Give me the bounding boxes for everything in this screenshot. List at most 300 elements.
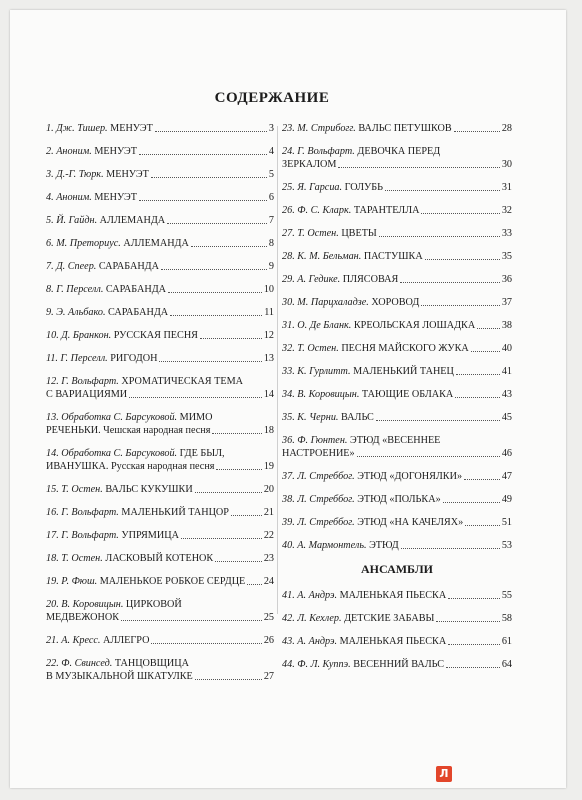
toc-entry-author: 22. Ф. Свинсед. [46, 658, 113, 669]
toc-entry-line [282, 365, 512, 378]
toc-entry-title: ЭТЮД [369, 540, 399, 551]
toc-entry-author: 44. Ф. Л. Куппэ. [282, 659, 351, 670]
toc-entry-line [46, 611, 274, 624]
dot-leader [400, 282, 500, 283]
toc-entry-line [46, 214, 274, 227]
dot-leader [456, 374, 500, 375]
toc-entry-text [282, 319, 475, 332]
toc-entry-author: 9. Э. Альбако. [46, 307, 106, 318]
toc-entry[interactable] [46, 237, 274, 250]
toc-entry[interactable] [282, 296, 512, 309]
toc-entry-line [282, 589, 512, 602]
toc-entry[interactable] [282, 539, 512, 552]
toc-entry-title: САРАБАНДА [98, 261, 159, 272]
dot-leader [477, 328, 500, 329]
toc-entry-author: 18. Т. Остен. [46, 553, 103, 564]
dot-leader [464, 479, 500, 480]
toc-entry-text [282, 589, 446, 602]
toc-entry-author: 10. Д. Бранкон. [46, 330, 112, 341]
toc-entry-line [46, 575, 274, 588]
toc-entry-line [282, 539, 512, 552]
toc-entry-title: ТАНЦОВЩИЦА [114, 658, 189, 669]
toc-entry-text [46, 214, 165, 227]
toc-entry-text [46, 260, 159, 273]
toc-entry-line [46, 168, 274, 181]
toc-entry-line [46, 352, 274, 365]
toc-entry-text [282, 145, 440, 158]
toc-entry[interactable] [46, 352, 274, 365]
toc-entry-text [46, 506, 229, 519]
toc-entry-text [282, 658, 444, 671]
toc-entry-title: НАСТРОЕНИЕ» [282, 448, 355, 459]
toc-entry-title: ГОЛУБЬ [344, 182, 383, 193]
toc-entry-page-number: 4 [268, 146, 274, 157]
toc-entry-text [282, 122, 452, 135]
toc-entry[interactable] [282, 635, 512, 648]
toc-entry-author: 43. А. Андрэ. [282, 636, 338, 647]
dot-leader [448, 598, 500, 599]
toc-entry-line [282, 158, 512, 171]
dot-leader [167, 223, 267, 224]
toc-entry-line [282, 122, 512, 135]
toc-entry-text [46, 670, 193, 683]
toc-entry-text [46, 460, 214, 473]
page-title: СОДЕРЖАНИЕ [214, 90, 330, 106]
toc-entry-page-number: 7 [268, 215, 274, 226]
toc-entry[interactable] [282, 145, 512, 171]
toc-entry[interactable] [46, 506, 274, 519]
toc-entry[interactable] [46, 657, 274, 683]
toc-entry-title: АЛЛЕМАНДА [99, 215, 166, 226]
toc-entry-title: ВАЛЬС ПЕТУШКОВ [358, 123, 452, 134]
toc-entry-title: МАЛЕНЬКОЕ РОБКОЕ СЕРДЦЕ [99, 576, 246, 587]
dot-leader [121, 620, 262, 621]
toc-entry-text [46, 447, 225, 460]
toc-entry-author: 31. О. Де Бланк. [282, 320, 352, 331]
toc-entry-line [282, 612, 512, 625]
toc-entry-author: 37. Л. Стреббог. [282, 471, 355, 482]
toc-entry-line [282, 516, 512, 529]
toc-entry-text [46, 657, 189, 670]
dot-leader [195, 679, 262, 680]
toc-entry-text [46, 122, 153, 135]
toc-entry[interactable] [46, 529, 274, 542]
toc-entry-title: ВАЛЬС КУКУШКИ [105, 484, 193, 495]
toc-entry-title: С ВАРИАЦИЯМИ [46, 389, 128, 400]
toc-entry-title: МЕНУЭТ [94, 146, 137, 157]
toc-entry[interactable] [46, 411, 274, 437]
toc-entry-author: 5. Й. Гайдн. [46, 215, 98, 226]
dot-leader [357, 456, 500, 457]
toc-entry[interactable] [46, 447, 274, 473]
toc-entry-page-number: 37 [501, 297, 512, 308]
toc-entry-author: 35. К. Черни. [282, 412, 339, 423]
toc-entry-title: ПЕСНЯ МАЙСКОГО ЖУКА [341, 343, 469, 354]
toc-entry-page-number: 46 [501, 448, 512, 459]
toc-entry-page-number: 32 [501, 205, 512, 216]
toc-entry[interactable] [46, 306, 274, 319]
toc-entry-author: 4. Аноним. [46, 192, 92, 203]
toc-entry-page-number: 47 [501, 471, 512, 482]
toc-entry-text [46, 611, 119, 624]
toc-entry-line [282, 181, 512, 194]
dot-leader [159, 361, 261, 362]
toc-entry-author: 3. Д.-Г. Тюрк. [46, 169, 104, 180]
toc-entry[interactable] [46, 145, 274, 158]
toc-entry-author: 41. А. Андрэ. [282, 590, 338, 601]
toc-entry[interactable] [282, 612, 512, 625]
toc-entry-title: МАЛЕНЬКИЙ ТАНЕЦ [353, 366, 454, 377]
toc-entry-author: 16. Г. Вольфарт. [46, 507, 119, 518]
toc-entry-author: 19. Р. Фюш. [46, 576, 98, 587]
toc-entry-text [46, 306, 168, 319]
toc-entry-author: 32. Т. Остен. [282, 343, 339, 354]
toc-entry-author: 2. Аноним. [46, 146, 92, 157]
toc-entry-author: 40. А. Мармонтель. [282, 540, 367, 551]
dot-leader [247, 584, 262, 585]
toc-entry-line [46, 329, 274, 342]
toc-entry-title: ЭТЮД «ПОЛЬКА» [357, 494, 441, 505]
toc-entry-title: ЭТЮД «ВЕСЕННЕЕ [349, 435, 441, 446]
toc-entry-text [46, 191, 137, 204]
toc-entry-text [282, 516, 463, 529]
toc-entry-author: 24. Г. Вольфарт. [282, 146, 355, 157]
toc-entry-page-number: 36 [501, 274, 512, 285]
toc-entry-author: 39. Л. Стреббог. [282, 517, 355, 528]
ensembles-heading: АНСАМБЛИ [361, 562, 433, 576]
toc-entry-title: ТАРАНТЕЛЛА [353, 205, 420, 216]
toc-entry-text [46, 529, 179, 542]
toc-entry-title: МЕНУЭТ [106, 169, 149, 180]
toc-entry[interactable] [282, 516, 512, 529]
dot-leader [338, 167, 499, 168]
toc-entry-author: 30. М. Парцхаладзе. [282, 297, 369, 308]
toc-entry-line [46, 460, 274, 473]
toc-entry-author: 33. К. Гурлитт. [282, 366, 351, 377]
toc-entry-title: МЕНУЭТ [110, 123, 153, 134]
toc-entry-text [282, 447, 355, 460]
toc-entry-title: АЛЛЕМАНДА [123, 238, 189, 249]
toc-entry-line [46, 670, 274, 683]
toc-entry-line [46, 411, 274, 424]
toc-entry[interactable] [282, 273, 512, 286]
toc-entry-line [282, 227, 512, 240]
dot-leader [200, 338, 262, 339]
dot-leader [421, 305, 499, 306]
toc-entry-title: ДЕВОЧКА ПЕРЕД [357, 146, 441, 157]
toc-entry-title: МЕДВЕЖОНОК [46, 612, 119, 623]
toc-entry-line [46, 634, 274, 647]
toc-entry-text [282, 158, 336, 171]
dot-leader [421, 213, 499, 214]
toc-entry-page-number: 14 [263, 389, 274, 400]
toc-entry[interactable] [46, 168, 274, 181]
toc-entry-line [282, 447, 512, 460]
toc-entry-line [46, 447, 274, 460]
dot-leader [231, 515, 262, 516]
dot-leader [401, 548, 500, 549]
dot-leader [212, 433, 261, 434]
toc-entry-line [282, 296, 512, 309]
toc-entry[interactable] [282, 204, 512, 217]
toc-entry[interactable] [282, 227, 512, 240]
toc-entry[interactable] [46, 260, 274, 273]
toc-entry-line [46, 191, 274, 204]
dot-leader [379, 236, 500, 237]
toc-entry-page-number: 5 [268, 169, 274, 180]
toc-entry[interactable] [282, 411, 512, 424]
toc-entry-page-number: 41 [501, 366, 512, 377]
toc-entry[interactable] [46, 283, 274, 296]
toc-entry[interactable] [282, 388, 512, 401]
toc-entry-text [46, 375, 243, 388]
dot-leader [376, 420, 500, 421]
toc-entry-page-number: 27 [263, 671, 274, 682]
toc-entry[interactable] [282, 342, 512, 355]
dot-leader [216, 469, 261, 470]
toc-entry[interactable] [46, 214, 274, 227]
toc-entry[interactable] [46, 191, 274, 204]
toc-left-column [46, 122, 274, 683]
toc-entry-page-number: 22 [263, 530, 274, 541]
toc-entry-author: 28. К. М. Бельман. [282, 251, 362, 262]
toc-entry-text [46, 329, 198, 342]
toc-entry[interactable] [282, 658, 512, 671]
dot-leader [443, 502, 500, 503]
toc-entry-author: 15. Т. Остен. [46, 484, 103, 495]
toc-entry-title: ВЕСЕННИЙ ВАЛЬС [353, 659, 445, 670]
toc-entry-text [46, 237, 189, 250]
toc-entry-text [46, 575, 245, 588]
toc-entry-page-number: 24 [263, 576, 274, 587]
toc-entry-title: ВАЛЬС [341, 412, 374, 423]
toc-entry-author: 14. Обработка С. Барсуковой. [46, 448, 178, 459]
dot-leader [151, 643, 261, 644]
toc-entry-text [282, 539, 399, 552]
toc-entry-title: РИГОДОН [110, 353, 158, 364]
toc-entry-author: 21. А. Кресс. [46, 635, 101, 646]
toc-entry-page-number: 12 [263, 330, 274, 341]
toc-entry[interactable] [46, 122, 274, 135]
dot-leader [385, 190, 500, 191]
toc-entry-title: ЗЕРКАЛОМ [282, 159, 337, 170]
toc-entry-author: 27. Т. Остен. [282, 228, 339, 239]
toc-entry-title: АЛЛЕГРО [102, 635, 150, 646]
toc-entry-line [46, 424, 274, 437]
toc-entry-page-number: 28 [501, 123, 512, 134]
dot-leader [471, 351, 500, 352]
dot-leader [195, 492, 262, 493]
toc-entry-line [282, 658, 512, 671]
toc-entry-page-number: 43 [501, 389, 512, 400]
toc-entry-page-number: 51 [501, 517, 512, 528]
toc-entry-page-number: 20 [263, 484, 274, 495]
toc-entry-author: 23. М. Стрибогг. [282, 123, 356, 134]
toc-entry-title: РЕЧЕНЬКИ. Чешская народная песня [46, 425, 211, 436]
toc-entry-line [282, 470, 512, 483]
toc-entry-page-number: 26 [263, 635, 274, 646]
toc-entry-page-number: 10 [263, 284, 274, 295]
toc-entry-text [46, 168, 149, 181]
dot-leader [139, 154, 267, 155]
toc-entry-line [282, 342, 512, 355]
toc-entry-line [46, 388, 274, 401]
toc-entry-page-number: 3 [268, 123, 274, 134]
dot-leader [129, 397, 262, 398]
toc-entry-line [282, 411, 512, 424]
toc-entry-page-number: 55 [501, 590, 512, 601]
toc-entry-page-number: 40 [501, 343, 512, 354]
toc-entry-author: 20. В. Коровицын. [46, 599, 124, 610]
toc-entry-title: МИМО [179, 412, 213, 423]
toc-entry-title: В МУЗЫКАЛЬНОЙ ШКАТУЛКЕ [46, 671, 193, 682]
toc-entry[interactable] [46, 598, 274, 624]
toc-entry[interactable] [46, 575, 274, 588]
toc-right-column [282, 122, 512, 671]
toc-entry-text [282, 273, 398, 286]
toc-entry-page-number: 9 [268, 261, 274, 272]
toc-entry-title: ЦВЕТЫ [341, 228, 377, 239]
toc-entry-title: ИВАНУШКА. Русская народная песня [46, 461, 215, 472]
toc-entry[interactable] [282, 122, 512, 135]
toc-entry-title: САРАБАНДА [108, 307, 169, 318]
toc-entry-text [282, 388, 453, 401]
toc-entry-page-number: 8 [268, 238, 274, 249]
toc-entry-line [46, 598, 274, 611]
toc-entry-line [282, 319, 512, 332]
toc-entry-title: МАЛЕНЬКАЯ ПЬЕСКА [339, 590, 447, 601]
toc-entry-text [46, 388, 127, 401]
toc-entry-line [46, 657, 274, 670]
dot-leader [454, 131, 500, 132]
toc-entry-line [46, 122, 274, 135]
toc-entry-author: 1. Дж. Тишер. [46, 123, 108, 134]
toc-entry[interactable] [282, 250, 512, 263]
toc-entry-author: 36. Ф. Гюнтен. [282, 435, 348, 446]
toc-entry[interactable] [282, 181, 512, 194]
toc-entry-author: 11. Г. Перселл. [46, 353, 108, 364]
toc-entry-text [46, 283, 166, 296]
toc-entry[interactable] [282, 365, 512, 378]
toc-entry[interactable] [46, 552, 274, 565]
toc-entry-title: МАЛЕНЬКАЯ ПЬЕСКА [339, 636, 447, 647]
dot-leader [465, 525, 500, 526]
toc-entry-text [282, 434, 440, 447]
toc-entry-page-number: 33 [501, 228, 512, 239]
toc-entry-text [282, 612, 434, 625]
toc-entry-line [46, 483, 274, 496]
toc-entry-line [282, 250, 512, 263]
toc-entry-author: 38. Л. Стреббог. [282, 494, 355, 505]
toc-entry[interactable] [282, 493, 512, 506]
toc-entry-text [46, 411, 212, 424]
dot-leader [170, 315, 262, 316]
toc-entry[interactable] [282, 589, 512, 602]
toc-entry-line [282, 388, 512, 401]
dot-leader [425, 259, 500, 260]
toc-entry-text [282, 204, 419, 217]
toc-entry-text [282, 181, 383, 194]
toc-entry-text [282, 493, 441, 506]
toc-entry-text [282, 227, 377, 240]
toc-entry-line [282, 273, 512, 286]
toc-entry-author: 29. А. Гедике. [282, 274, 341, 285]
toc-entry-title: ПЛЯСОВАЯ [342, 274, 399, 285]
dot-leader [181, 538, 262, 539]
toc-entry-author: 34. В. Коровицын. [282, 389, 360, 400]
toc-entry-author: 8. Г. Перселл. [46, 284, 104, 295]
toc-entry-page-number: 18 [263, 425, 274, 436]
toc-entry-text [282, 365, 454, 378]
toc-entry-line [282, 204, 512, 217]
toc-entry-title: ХОРОВОД [371, 297, 420, 308]
toc-entry[interactable] [282, 470, 512, 483]
dot-leader [215, 561, 262, 562]
toc-entry-text [282, 411, 374, 424]
toc-entry-page-number: 13 [263, 353, 274, 364]
toc-entry-page-number: 25 [263, 612, 274, 623]
toc-entry-author: 17. Г. Вольфарт. [46, 530, 119, 541]
toc-entry-line [46, 145, 274, 158]
toc-entry-text [46, 634, 149, 647]
toc-entry-text [282, 250, 423, 263]
toc-entry-title: САРАБАНДА [105, 284, 167, 295]
toc-entry-page-number: 6 [268, 192, 274, 203]
toc-entry-line [282, 493, 512, 506]
dot-leader [436, 621, 499, 622]
toc-entry-page-number: 30 [501, 159, 512, 170]
toc-entry-text [282, 342, 469, 355]
toc-entry[interactable] [46, 375, 274, 401]
toc-entry-page-number: 64 [501, 659, 512, 670]
toc-entry-page-number: 61 [501, 636, 512, 647]
toc-entry-title: КРЕОЛЬСКАЯ ЛОШАДКА [353, 320, 476, 331]
labirint-logo-icon: Л [436, 766, 452, 782]
toc-entry-text [46, 552, 213, 565]
toc-entry-title: ЭТЮД «ДОГОНЯЛКИ» [357, 471, 463, 482]
dot-leader [161, 269, 267, 270]
toc-entry-title: ТАЮЩИЕ ОБЛАКА [361, 389, 454, 400]
toc-entry-author: 12. Г. Вольфарт. [46, 376, 119, 387]
toc-entry-page-number: 23 [263, 553, 274, 564]
toc-entry-page-number: 21 [263, 507, 274, 518]
toc-entry-page-number: 11 [264, 307, 274, 318]
toc-entry[interactable] [282, 319, 512, 332]
toc-entry-title: ПАСТУШКА [363, 251, 423, 262]
toc-entry[interactable] [282, 434, 512, 460]
toc-entry-page-number: 31 [501, 182, 512, 193]
toc-entry-page-number: 49 [501, 494, 512, 505]
toc-entry-text [46, 483, 193, 496]
dot-leader [155, 131, 267, 132]
toc-entry-line [46, 260, 274, 273]
toc-entry-title: ЦИРКОВОЙ [125, 599, 182, 610]
toc-entry-title: УПРЯМИЦА [121, 530, 179, 541]
toc-entry[interactable] [46, 634, 274, 647]
toc-entry-title: ЛАСКОВЫЙ КОТЕНОК [105, 553, 214, 564]
dot-leader [448, 644, 500, 645]
toc-entry[interactable] [46, 329, 274, 342]
toc-entry-line [282, 434, 512, 447]
dot-leader [151, 177, 267, 178]
toc-entry-title: МЕНУЭТ [94, 192, 137, 203]
toc-entry-page-number: 38 [501, 320, 512, 331]
toc-entry-title: РУССКАЯ ПЕСНЯ [113, 330, 198, 341]
toc-entry-text [46, 598, 182, 611]
toc-entry-line [46, 375, 274, 388]
toc-entry-line [46, 552, 274, 565]
toc-entry[interactable] [46, 483, 274, 496]
